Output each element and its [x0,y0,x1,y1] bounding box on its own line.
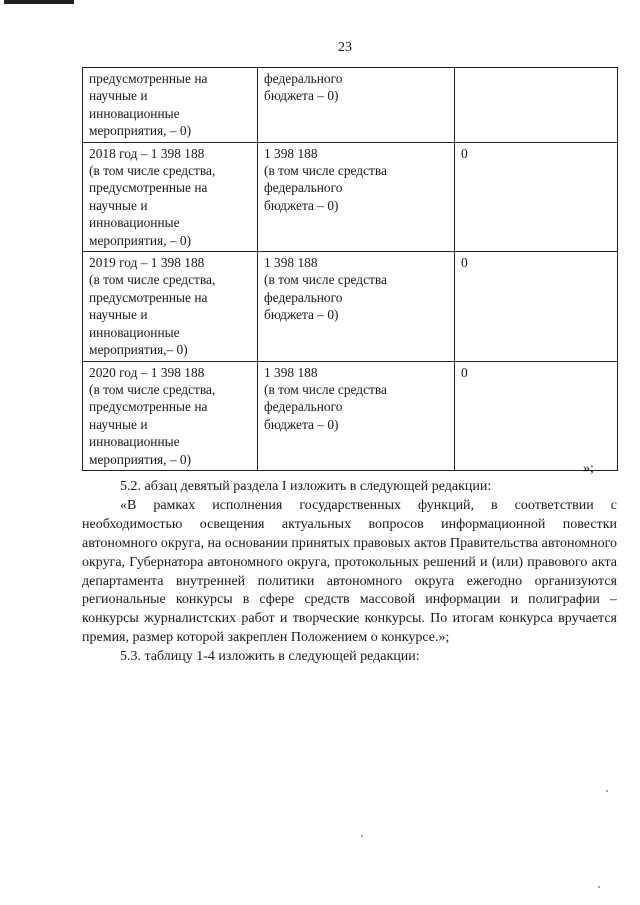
table-row [83,142,618,251]
table-cell-other: 0 [455,361,618,470]
scan-edge-mark [4,0,74,4]
table-cell-year-total: 2020 год – 1 398 188 (в том числе средства, предусмотренные на научные и инновационные мероприятия, – 0) [83,361,258,470]
table-row [83,68,618,143]
table-cell-year-total: 2019 год – 1 398 188 (в том числе средства, предусмотренные на научные и инновационные мероприятия,– 0) [83,252,258,361]
funding-table [82,67,618,471]
closing-quote-mark: »; [583,461,594,476]
table-cell-year-total: 2018 год – 1 398 188 (в том числе средства, предусмотренные на научные и инновационные мероприятия, – 0) [83,142,258,251]
table-row [83,252,618,361]
table-cell-other: 0 [455,252,618,361]
body-text [82,478,617,667]
page-number: 23 [338,40,352,55]
table-cell-other: 0 [455,142,618,251]
paragraph-quoted-text: «В рамках исполнения государственных функций, в соответствии с необходимостью освещения актуальных вопросов информационной повестки автономного округа, на основании принятых правовых актов Правительства автономного округа, Губернатора автономного округа, протокольных решений и (или) правового акта департамента внутренней политики автономного округа ежегодно организуются региональные конкурсы в сфере средств массовой информации и полиграфии – конкурсы журналистских работ и творческие конкурсы. По итогам конкурса вручается премия, размер которой закреплен Положением о конкурсе.»; [82,497,617,646]
scan-speck [598,886,600,888]
paragraph-5-2: 5.2. абзац девятый раздела I изложить в следующей редакции: [120,479,492,494]
table-cell-federal: 1 398 188 (в том числе средства федерального бюджета – 0) [258,142,455,251]
scan-speck [361,835,363,837]
paragraph-5-3: 5.3. таблицу 1-4 изложить в следующей редакции: [120,649,420,665]
scan-speck [606,790,608,792]
table-cell-federal: 1 398 188 (в том числе средства федерального бюджета – 0) [258,252,455,361]
table-cell-federal: 1 398 188 (в том числе средства федерального бюджета – 0) [258,361,455,470]
table-cell-other [455,68,618,143]
table-cell-year-total: предусмотренные на научные и инновационные мероприятия, – 0) [83,68,258,143]
table-row [83,361,618,470]
table-cell-federal: федерального бюджета – 0) [258,68,455,143]
